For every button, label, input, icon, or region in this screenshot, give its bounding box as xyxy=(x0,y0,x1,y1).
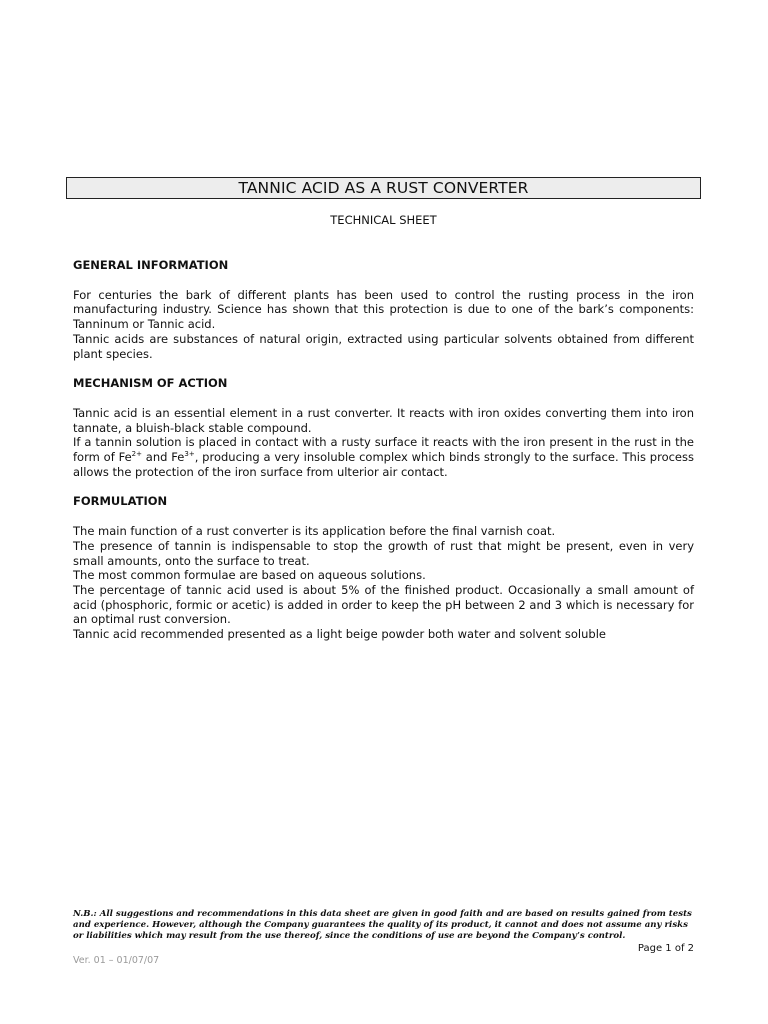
section-general-information xyxy=(73,258,694,361)
section-heading: MECHANISM OF ACTION xyxy=(73,376,228,391)
text-run: and Fe xyxy=(141,450,185,465)
section-heading: GENERAL INFORMATION xyxy=(73,258,229,272)
text-run: If a tannin solution is placed in contact with a rusty surface it reacts with the iron present in the rust in the form of Fe xyxy=(73,435,694,465)
section-mechanism-of-action xyxy=(73,376,694,479)
section-formulation xyxy=(73,494,694,641)
version-label: Ver. 01 – 01/07/07 xyxy=(73,955,160,966)
paragraph: For centuries the bark of different plants has been used to control the rusting process in the iron manufacturing industry. Science has shown that this protection is due to one of the bark’s components: Tanninum or Tannic acid. xyxy=(73,287,694,332)
paragraph: Tannic acid is an essential element in a rust converter. It reacts with iron oxides converting them into iron tannate, a bluish-black stable compound. xyxy=(73,405,694,435)
paragraph: The most common formulae are based on aqueous solutions. xyxy=(73,568,426,583)
paragraph: The main function of a rust converter is its application before the final varnish coat. xyxy=(73,524,556,539)
document-title: TANNIC ACID AS A RUST CONVERTER xyxy=(66,177,701,199)
text-run: , producing a very insoluble complex which binds strongly to the surface. This process allows the protection of the iron surface from ulterior air contact. xyxy=(73,450,694,479)
paragraph: The percentage of tannic acid used is about 5% of the finished product. Occasionally a small amount of acid (phosphoric, formic or acetic) is added in order to keep the pH between 2 and 3 which is necessary for an optimal rust conversion. xyxy=(73,582,694,627)
superscript: 2+ xyxy=(131,450,142,459)
disclaimer-note: N.B.: All suggestions and recommendations in this data sheet are given in good faith and are based on results gained from tests and experience. However, although the Company guarantees the quality of its product, it cannot and does not assume any risks or liabilities which may result from the use thereof, since the conditions of use are beyond the Company’s control. xyxy=(73,909,692,942)
document-body xyxy=(73,258,694,657)
document-subtitle: TECHNICAL SHEET xyxy=(330,213,437,227)
paragraph xyxy=(73,435,694,479)
paragraph: Tannic acids are substances of natural origin, extracted using particular solvents obtained from different plant species. xyxy=(73,331,694,361)
paragraph: The presence of tannin is indispensable to stop the growth of rust that might be present, even in very small amounts, onto the surface to treat. xyxy=(73,538,694,568)
page-number: Page 1 of 2 xyxy=(637,943,694,954)
superscript: 3+ xyxy=(184,450,195,459)
section-heading: FORMULATION xyxy=(73,494,168,509)
paragraph: Tannic acid recommended presented as a light beige powder both water and solvent soluble xyxy=(73,627,606,642)
